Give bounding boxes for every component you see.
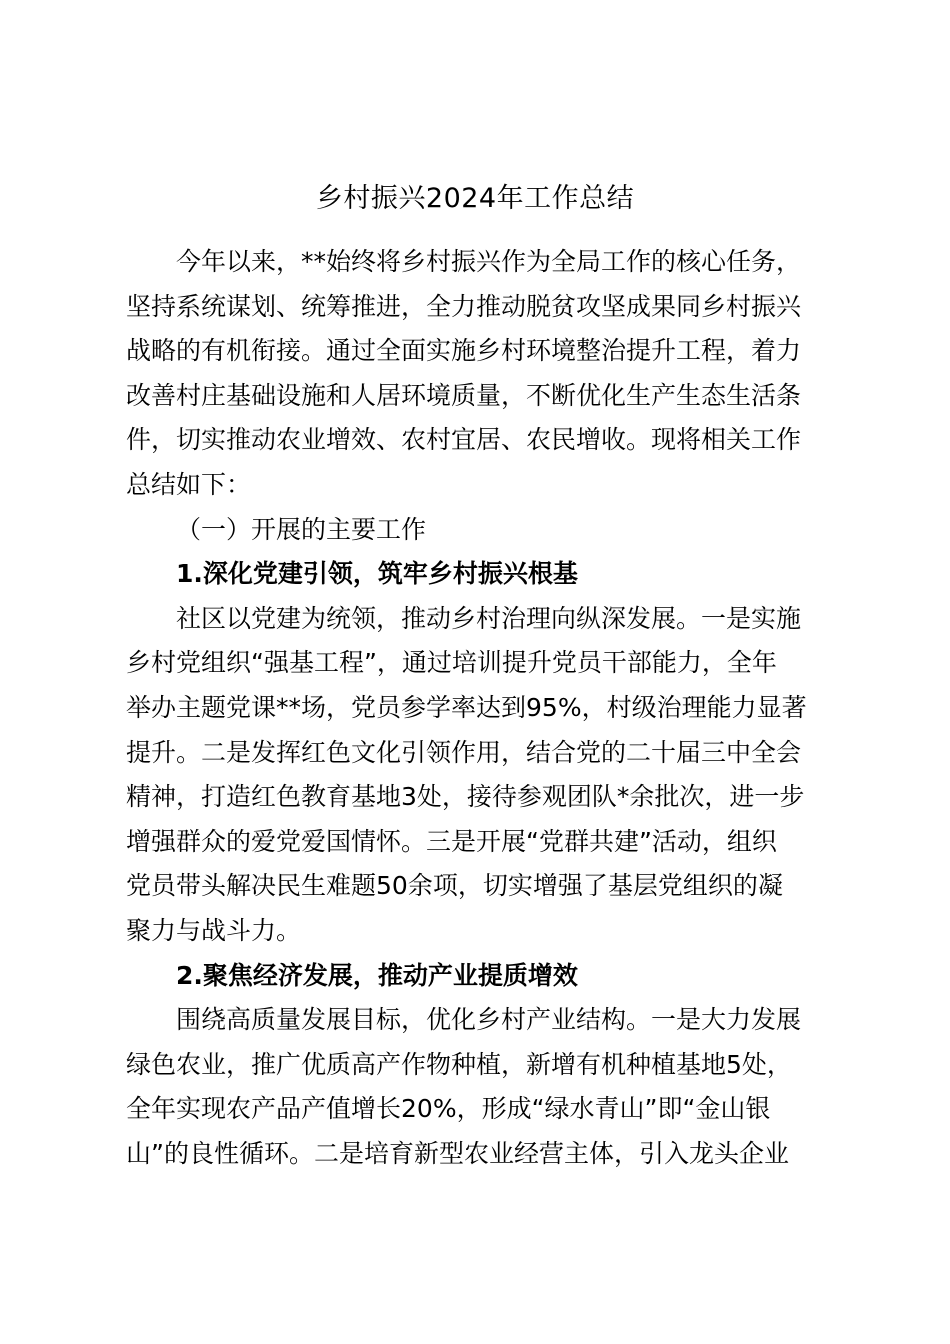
- paragraph-line: 精神，打造红色教育基地3处，接待参观团队*余批次，进一步: [126, 782, 805, 812]
- paragraph-line: 增强群众的爱党爱国情怀。三是开展“党群共建”活动，组织: [126, 826, 777, 856]
- paragraph-line: 党员带头解决民生难题50余项，切实增强了基层党组织的凝: [126, 871, 783, 901]
- paragraph-line: 件，切实推动农业增效、农村宜居、农民增收。现将相关工作: [126, 425, 802, 455]
- document-body: [126, 240, 829, 1176]
- paragraph-line: 全年实现农产品产值增长20%，形成“绿水青山”即“金山银: [126, 1094, 771, 1124]
- paragraph-line: 围绕高质量发展目标，优化乡村产业结构。一是大力发展: [176, 1005, 802, 1035]
- paragraph-line: 乡村党组织“强基工程”，通过培训提升党员干部能力，全年: [126, 648, 777, 678]
- paragraph-line: 总结如下：: [126, 469, 252, 499]
- paragraph-line: 改善村庄基础设施和人居环境质量，不断优化生产生态生活条: [126, 380, 802, 410]
- subsection-heading: 2.聚焦经济发展，推动产业提质增效: [176, 960, 578, 990]
- paragraph-line: 提升。二是发挥红色文化引领作用，结合党的二十届三中全会: [126, 737, 802, 767]
- paragraph-line: 聚力与战斗力。: [126, 915, 302, 945]
- paragraph-line: 举办主题党课**场，党员参学率达到95%，村级治理能力显著: [126, 692, 807, 722]
- section-heading: （一）开展的主要工作: [176, 514, 427, 544]
- paragraph-line: 社区以党建为统领，推动乡村治理向纵深发展。一是实施: [176, 603, 802, 633]
- paragraph-line: 绿色农业，推广优质高产作物种植，新增有机种植基地5处，: [126, 1049, 792, 1079]
- paragraph-line: 战略的有机衔接。通过全面实施乡村环境整治提升工程，着力: [126, 336, 802, 366]
- paragraph-line: 坚持系统谋划、统筹推进，全力推动脱贫攻坚成果同乡村振兴: [126, 291, 802, 321]
- paragraph-line: 山”的良性循环。二是培育新型农业经营主体，引入龙头企业: [126, 1138, 789, 1168]
- subsection-heading: 1.深化党建引领，筑牢乡村振兴根基: [176, 559, 578, 589]
- document-title: 乡村振兴2024年工作总结: [315, 183, 635, 214]
- paragraph-line: 今年以来，**始终将乡村振兴作为全局工作的核心任务，: [176, 247, 802, 276]
